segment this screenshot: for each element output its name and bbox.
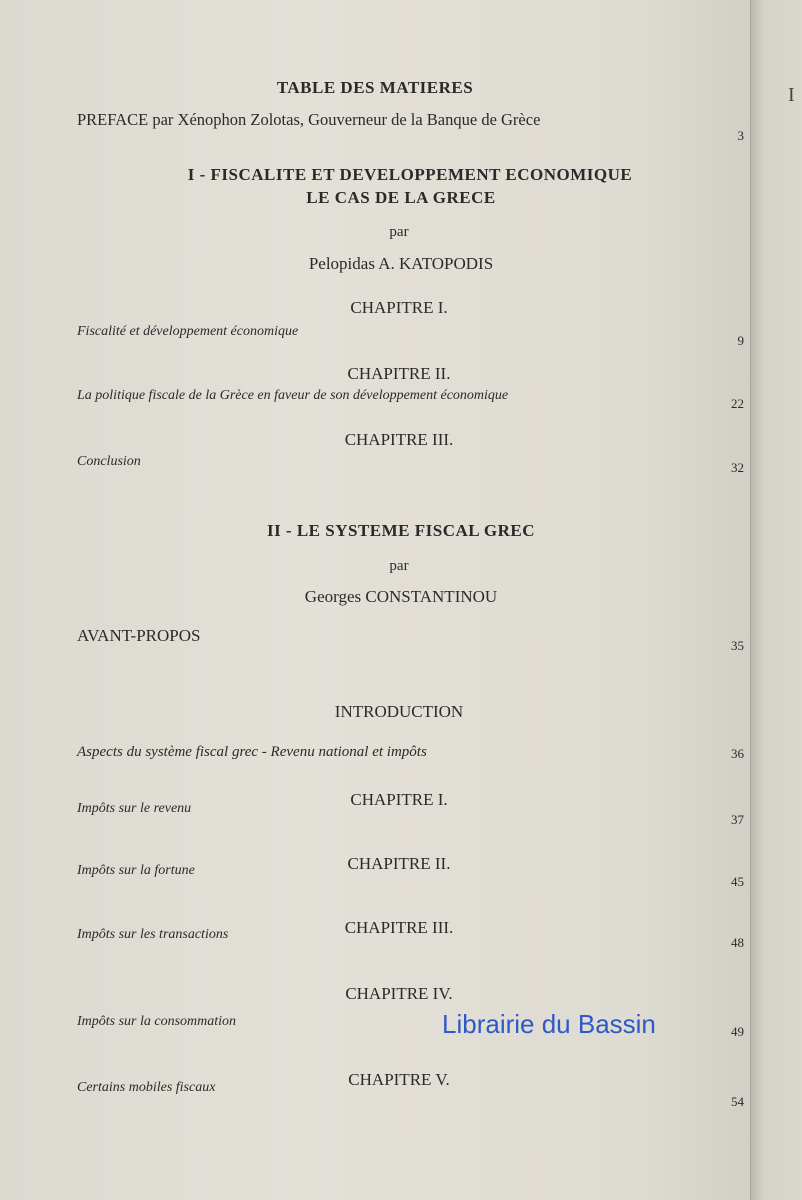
part2-chapter-title: Impôts sur le revenu (77, 801, 192, 816)
part2-chapter-heading: CHAPITRE III. (344, 918, 454, 937)
part2-title: II - LE SYSTEME FISCAL GREC (266, 521, 536, 540)
part1-chapter-heading: CHAPITRE III. (344, 430, 454, 449)
part2-author: Georges CONSTANTINOU (304, 587, 498, 606)
part2-chapter-heading: CHAPITRE II. (347, 854, 451, 873)
part2-chapter-page: 37 (731, 812, 744, 827)
part1-chapter-title: Fiscalité et développement économique (77, 324, 299, 339)
part1-title-line1: I - FISCALITE ET DEVELOPPEMENT ECONOMIQUE (187, 165, 633, 184)
part2-chapter-heading: CHAPITRE I. (350, 790, 448, 809)
introduction-title: Aspects du système fiscal grec - Revenu national et impôts (77, 744, 427, 760)
introduction-heading: INTRODUCTION (334, 702, 464, 721)
part1-chapter-heading: CHAPITRE II. (347, 364, 451, 383)
toc-title: TABLE DES MATIERES (276, 78, 474, 97)
part1-chapter-page: 22 (731, 396, 744, 411)
preface-page: 3 (737, 128, 744, 143)
part2-chapter-heading: CHAPITRE IV. (345, 984, 453, 1003)
part2-chapter-title: Impôts sur la fortune (77, 863, 195, 878)
part1-chapter-page: 32 (731, 460, 744, 475)
introduction-page: 36 (731, 746, 744, 761)
part2-chapter-page: 54 (731, 1094, 744, 1109)
part2-chapter-page: 48 (731, 935, 744, 950)
part2-by: par (389, 558, 409, 574)
part1-author: Pelopidas A. KATOPODIS (308, 254, 494, 273)
avant-propos-page: 35 (731, 638, 744, 653)
part1-title-line2: LE CAS DE LA GRECE (306, 188, 496, 207)
part1-chapter-title: Conclusion (77, 454, 141, 469)
part2-chapter-page: 49 (731, 1024, 744, 1039)
watermark-text: Librairie du Bassin (442, 1009, 656, 1039)
preface-entry: PREFACE par Xénophon Zolotas, Gouverneur de la Banque de Grèce (77, 110, 541, 129)
part1-chapter-heading: CHAPITRE I. (350, 298, 448, 317)
part1-chapter-title: La politique fiscale de la Grèce en faveur de son développement économique (77, 388, 509, 403)
part1-chapter-page: 9 (737, 333, 744, 348)
part2-chapter-heading: CHAPITRE V. (348, 1070, 450, 1089)
part2-chapter-title: Impôts sur les transactions (77, 927, 229, 942)
part2-chapter-page: 45 (731, 874, 744, 889)
adjacent-page-mark: I (788, 84, 795, 106)
part2-chapter-title: Certains mobiles fiscaux (77, 1080, 216, 1095)
avant-propos-entry: AVANT-PROPOS (77, 626, 201, 645)
part2-chapter-title: Impôts sur la consommation (77, 1014, 237, 1029)
part1-by: par (389, 224, 409, 240)
adjacent-page-edge (750, 0, 802, 1200)
